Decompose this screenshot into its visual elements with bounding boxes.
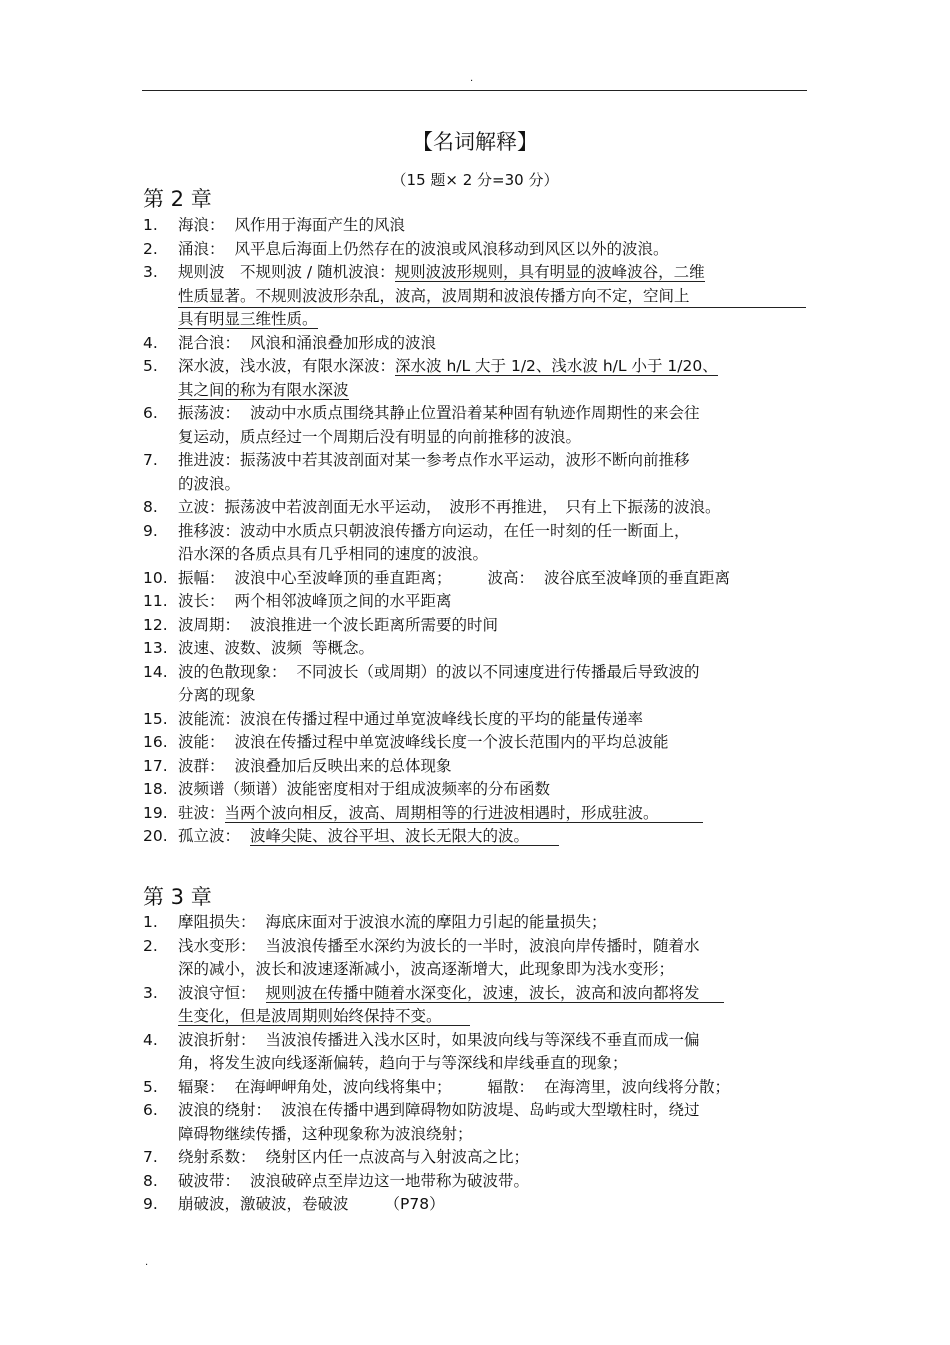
list-item — [143, 982, 823, 1029]
item-term: 深水波，浅水波，有限水深波： — [178, 357, 396, 375]
list-item — [143, 238, 823, 262]
item-definition-line: 沿水深的各质点具有几乎相同的速度的波浪。 — [178, 545, 489, 563]
item-definition-2: 波谷底至波峰顶的垂直距离 — [544, 568, 731, 587]
item-definition: 海底床面对于波浪水流的摩阻力引起的能量损失； — [265, 913, 607, 931]
item-number: 6. — [143, 404, 158, 422]
item-term: 绕射系数： — [178, 1148, 256, 1166]
item-definition: 波浪在传播中遇到障碍物如防波堤、岛屿或大型墩柱时，绕过 — [281, 1101, 700, 1119]
header-rule — [142, 90, 807, 91]
item-number: 16. — [143, 733, 168, 751]
list-item — [143, 755, 823, 779]
item-term: 浅水变形： — [178, 936, 256, 955]
item-definition: 不同波长（或周期）的波以不同速度进行传播最后导致波的 — [296, 662, 700, 681]
item-definition-line: 具有明显三维性质。 — [178, 310, 318, 328]
item-number: 9. — [143, 1195, 158, 1213]
item-term: 推进波： — [178, 451, 241, 469]
list-item — [143, 402, 823, 449]
item-number: 12. — [143, 615, 168, 634]
item-number: 1. — [143, 913, 158, 931]
item-definition: 振荡波中若其波剖面对某一参考点作水平运动，波形不断向前推移 — [240, 451, 690, 469]
item-definition: 振荡波中若波剖面无水平运动， 波形不再推进， 只有上下振荡的波浪。 — [224, 498, 721, 516]
list-item — [143, 449, 823, 496]
page-subtitle: （15 题× 2 分=30 分） — [391, 171, 559, 189]
list-item — [143, 911, 823, 935]
item-term: 辐聚： — [178, 1077, 225, 1096]
item-term-2: 辐散： — [487, 1077, 535, 1096]
item-number: 18. — [143, 780, 168, 798]
item-definition: 波浪叠加后反映出来的总体现象 — [234, 756, 452, 775]
item-number: 2. — [143, 239, 158, 258]
item-definition: 当波浪传播进入浅水区时，如果波向线与等深线不垂直而成一偏 — [265, 1030, 700, 1049]
list-item — [143, 637, 823, 661]
item-number: 13. — [143, 639, 168, 657]
item-number: 2. — [143, 936, 158, 955]
list-item — [143, 520, 823, 567]
list-item — [143, 1099, 823, 1146]
item-term: 振幅： — [178, 568, 225, 587]
item-definition: 两个相邻波峰顶之间的水平距离 — [234, 592, 452, 610]
list-item — [143, 1170, 823, 1194]
item-term: 规则波 不规则波 / 随机波浪： — [178, 263, 395, 281]
item-definition: 波浪破碎点至岸边这一地带称为破波带。 — [250, 1171, 530, 1190]
item-definition: 波浪中心至波峰顶的垂直距离； — [234, 568, 452, 587]
list-item — [143, 261, 823, 332]
item-definition: 波峰尖陡、波谷平坦、波长无限大的波。 — [250, 827, 559, 846]
item-definition: 等概念。 — [312, 639, 375, 657]
item-definition: 在海岬岬角处，波向线将集中； — [234, 1077, 452, 1096]
item-number: 7. — [143, 451, 158, 469]
item-term: 摩阻损失： — [178, 913, 256, 931]
header-dot: . — [470, 73, 474, 84]
item-term: 波速、波数、波频 — [178, 639, 303, 657]
list-item — [143, 332, 823, 356]
item-number: 20. — [143, 827, 168, 845]
list-item — [143, 355, 823, 402]
item-definition: 波浪在传播过程中单宽波峰线长度一个波长范围内的平均总波能 — [234, 733, 669, 751]
list-item — [143, 1193, 823, 1217]
item-term: 波浪折射： — [178, 1030, 256, 1049]
item-term: 波群： — [178, 756, 225, 775]
item-term: 波的色散现象： — [178, 662, 287, 681]
list-item — [143, 778, 823, 802]
item-term: 崩破波，激破波，卷破波 — [178, 1195, 349, 1213]
item-definition: 深水波 h/L 大于 1/2、浅水波 h/L 小于 1/20、 — [395, 357, 718, 375]
item-term-2: 波高： — [487, 568, 535, 587]
item-definition: 风浪和涌浪叠加形成的波浪 — [250, 333, 437, 352]
item-number: 3. — [143, 263, 158, 281]
item-number: 14. — [143, 662, 168, 681]
item-term: 波长： — [178, 592, 225, 610]
item-term: 立波： — [178, 498, 225, 516]
item-definition-line: 复运动，质点经过一个周期后没有明显的向前推移的波浪。 — [178, 427, 582, 446]
item-term: 破波带： — [178, 1171, 241, 1190]
item-number: 8. — [143, 498, 158, 516]
list-item — [143, 825, 823, 849]
item-definition-line: 其之间的称为有限水深波 — [178, 380, 349, 399]
item-number: 10. — [143, 568, 168, 587]
item-definition-line: 的波浪。 — [178, 474, 241, 493]
list-item — [143, 1029, 823, 1076]
item-definition-line: 角，将发生波向线逐渐偏转，趋向于与等深线和岸线垂直的现象； — [178, 1054, 628, 1072]
item-number: 8. — [143, 1171, 158, 1190]
list-item — [143, 661, 823, 708]
item-number: 9. — [143, 521, 158, 540]
list-item — [143, 935, 823, 982]
item-term: 波浪守恒： — [178, 983, 256, 1002]
list-item — [143, 590, 823, 614]
item-definition-line: 性质显著。不规则波波形杂乱，波高，波周期和波浪传播方向不定，空间上 — [178, 285, 806, 308]
item-number: 7. — [143, 1148, 158, 1166]
item-definition: 波浪在传播过程中通过单宽波峰线长度的平均的能量传递率 — [240, 709, 644, 728]
item-term: 驻波： — [178, 803, 225, 822]
list-item — [143, 214, 823, 238]
chapter-heading: 第 2 章 — [143, 187, 212, 211]
item-definition-line: 分离的现象 — [178, 686, 256, 704]
list-item — [143, 802, 823, 826]
page-title: 【名词解释】 — [412, 130, 538, 154]
item-definition: 风平息后海面上仍然存在的波浪或风浪移动到风区以外的波浪。 — [234, 239, 669, 258]
item-definition: 当波浪传播至水深约为波长的一半时，波浪向岸传播时，随着水 — [265, 936, 700, 955]
item-definition-line: 生变化，但是波周期则始终保持不变。 — [178, 1007, 470, 1026]
list-item — [143, 614, 823, 638]
item-term: 推移波： — [178, 521, 241, 540]
item-number: 6. — [143, 1101, 158, 1119]
item-term: 波能流： — [178, 709, 241, 728]
item-term: 海浪： — [178, 216, 225, 234]
item-definition: 绕射区内任一点波高与入射波高之比； — [265, 1148, 530, 1166]
footer-dot: . — [145, 1257, 149, 1268]
item-definition: （P78） — [384, 1195, 445, 1213]
item-definition: 波动中水质点围绕其静止位置沿着某种固有轨迹作周期性的来会往 — [250, 404, 700, 422]
item-number: 1. — [143, 216, 158, 234]
item-number: 11. — [143, 592, 168, 610]
item-term: 波浪的绕射： — [178, 1101, 272, 1119]
item-term: 混合浪： — [178, 333, 241, 352]
list-item — [143, 567, 823, 591]
item-term: 孤立波： — [178, 827, 241, 845]
item-number: 15. — [143, 709, 168, 728]
item-number: 5. — [143, 357, 158, 375]
item-definition-line: 障碍物继续传播，这种现象称为波浪绕射； — [178, 1124, 473, 1143]
item-term: 振荡波： — [178, 404, 241, 422]
chapter-2-list — [143, 214, 823, 849]
item-number: 3. — [143, 983, 158, 1002]
item-term: 波能： — [178, 733, 225, 751]
item-number: 17. — [143, 756, 168, 775]
list-item — [143, 1076, 823, 1100]
item-definition: 当两个波向相反，波高、周期相等的行进波相遇时，形成驻波。 — [225, 804, 703, 823]
item-number: 19. — [143, 803, 168, 822]
list-item — [143, 496, 823, 520]
item-term: 涌浪： — [178, 239, 225, 258]
item-definition-2: 在海湾里，波向线将分散； — [544, 1077, 731, 1096]
item-definition: 波动中水质点只朝波浪传播方向运动，在任一时刻的任一断面上， — [240, 521, 690, 540]
chapter-3-list — [143, 911, 823, 1217]
list-item — [143, 708, 823, 732]
item-term: 波周期： — [178, 615, 241, 634]
item-definition: 风作用于海面产生的风浪 — [234, 216, 406, 234]
item-number: 4. — [143, 1030, 158, 1049]
chapter-heading: 第 3 章 — [143, 885, 212, 909]
item-number: 5. — [143, 1077, 158, 1096]
item-definition: 规则波在传播中随着水深变化，波速，波长，波高和波向都将发 — [266, 984, 724, 1003]
item-term: 波频谱（频谱） — [178, 780, 287, 798]
item-number: 4. — [143, 333, 158, 352]
list-item — [143, 731, 823, 755]
item-definition: 波浪推进一个波长距离所需要的时间 — [250, 615, 499, 634]
item-definition: 波能密度相对于组成波频率的分布函数 — [286, 780, 551, 798]
item-definition: 规则波波形规则，具有明显的波峰波谷，二维 — [394, 263, 705, 281]
list-item — [143, 1146, 823, 1170]
item-definition-line: 深的减小，波长和波速逐渐减小，波高逐渐增大，此现象即为浅水变形； — [178, 960, 675, 978]
